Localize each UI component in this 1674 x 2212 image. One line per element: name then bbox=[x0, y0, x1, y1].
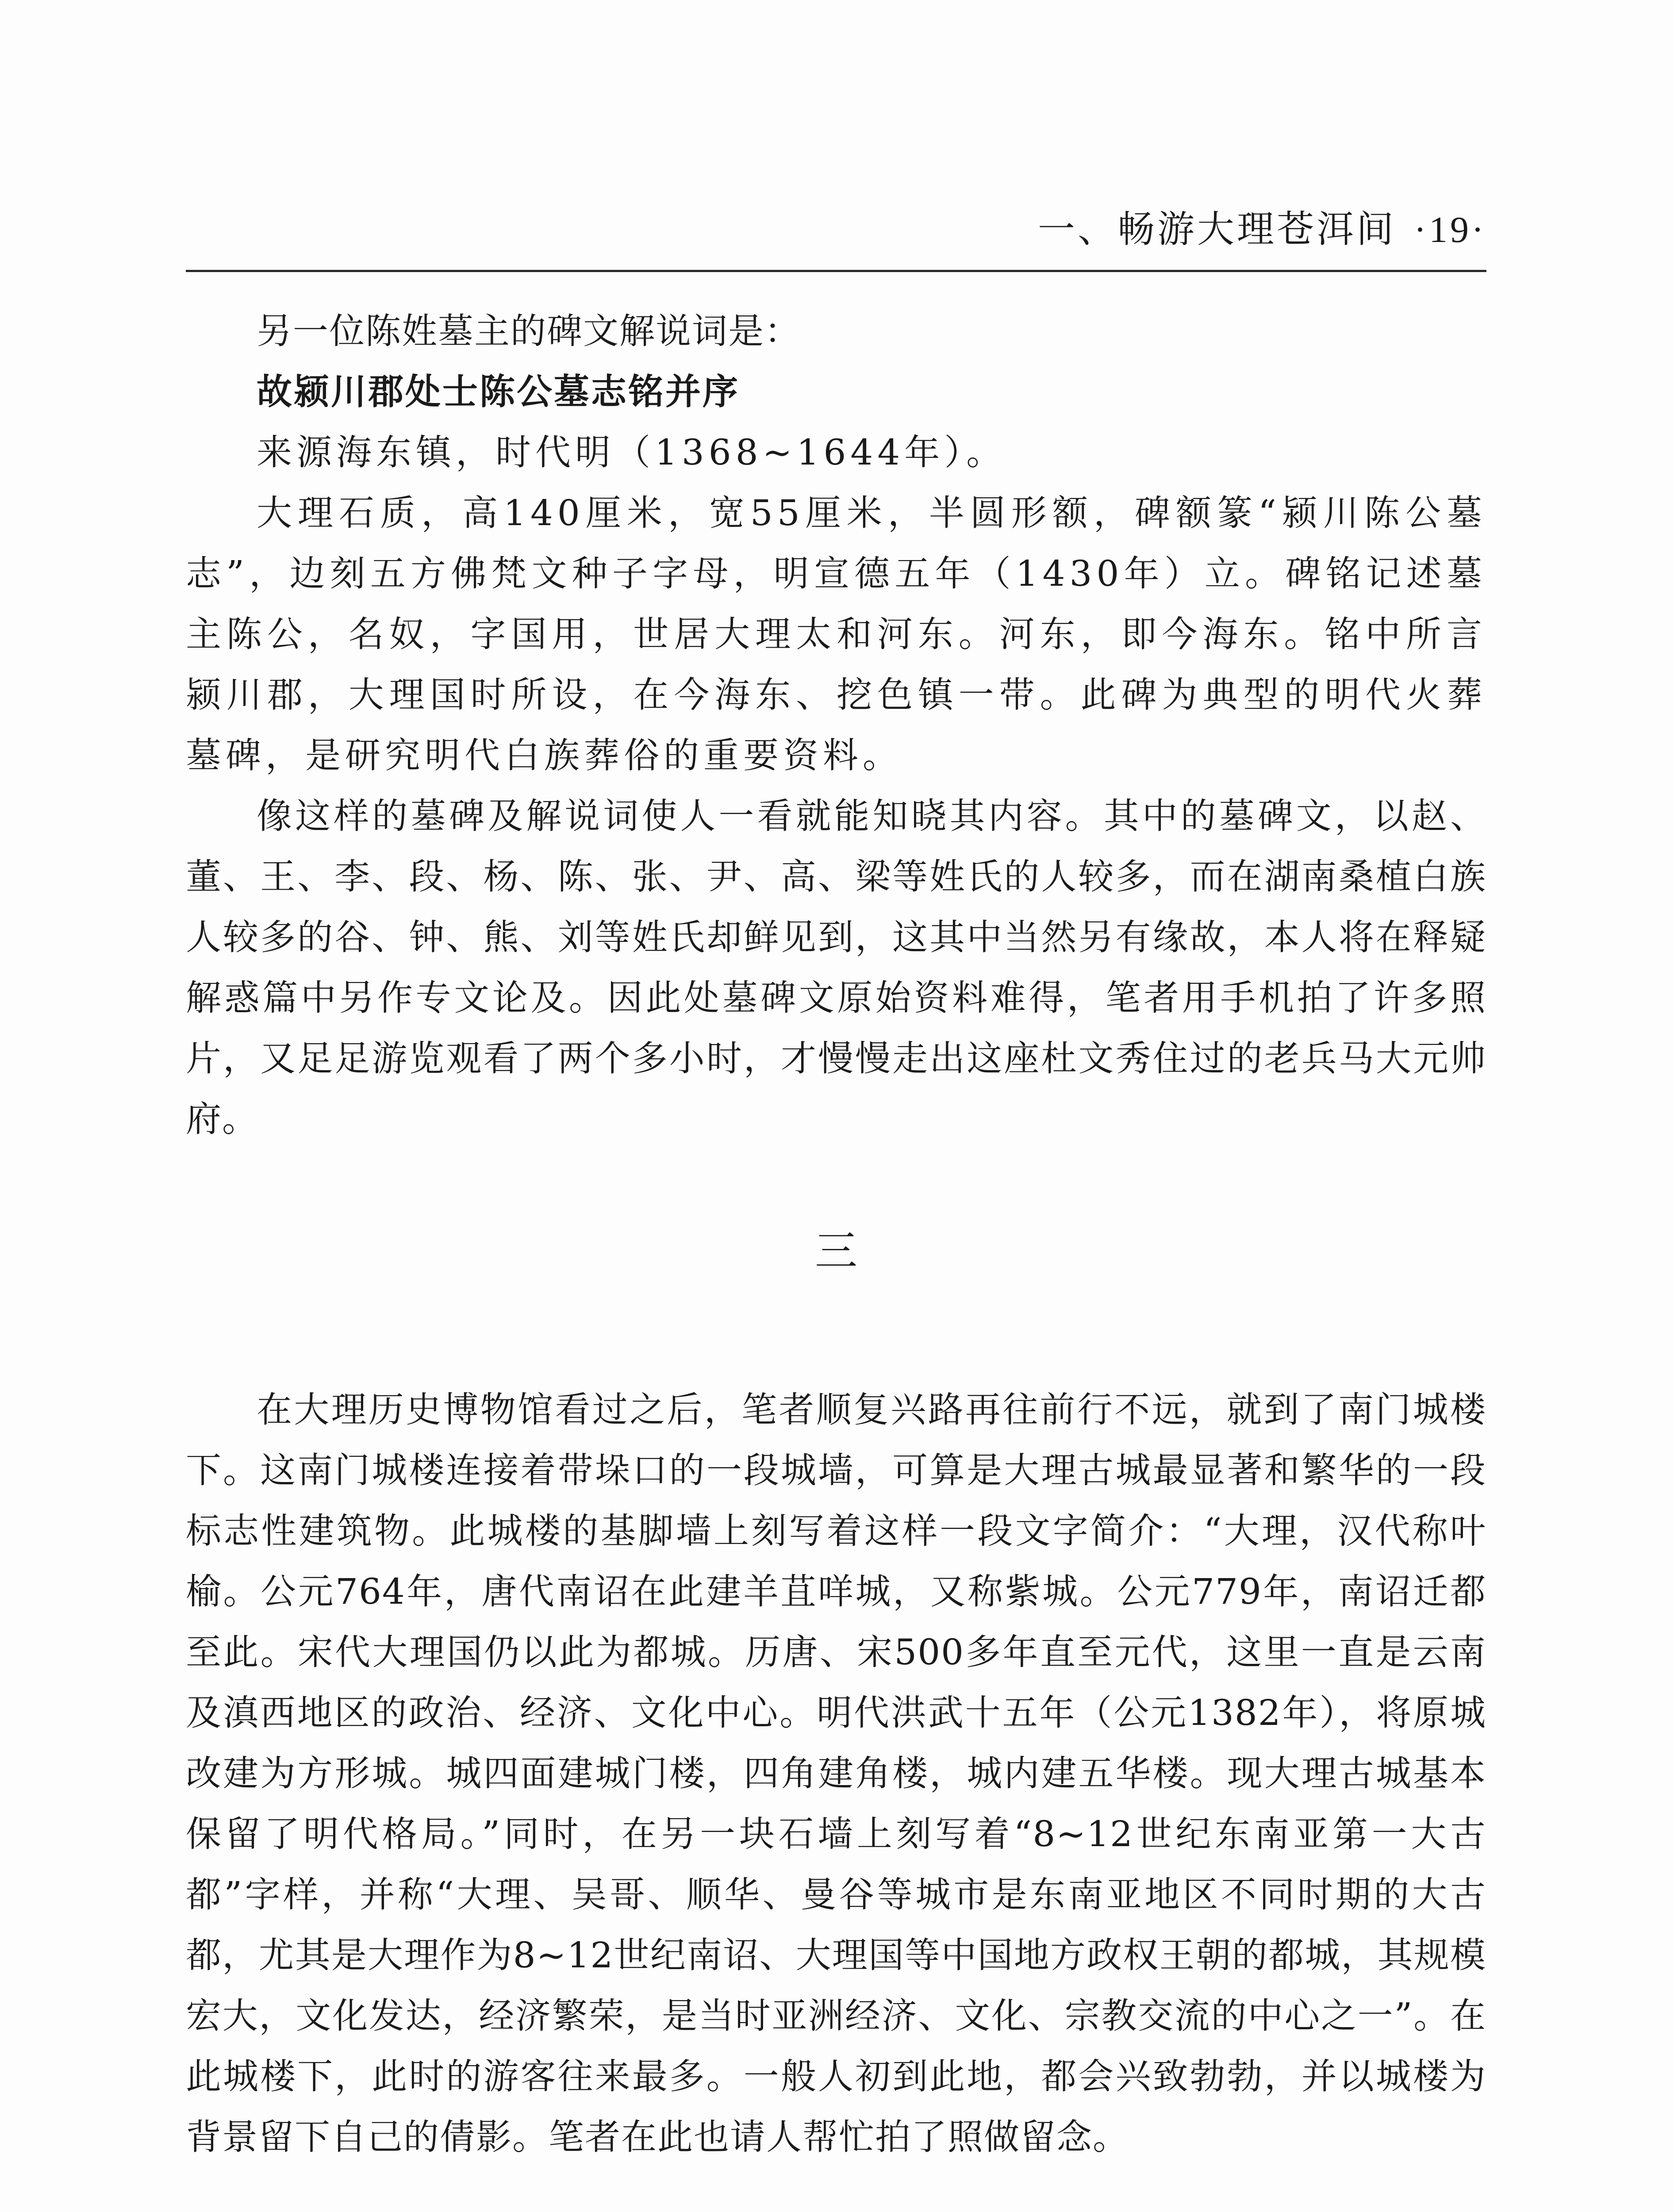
section-heading: 三 bbox=[815, 1226, 857, 1276]
running-title: 一、畅游大理苍洱间 bbox=[1038, 207, 1397, 251]
running-header-text bbox=[1038, 203, 1486, 257]
page-number: ·19· bbox=[1414, 209, 1486, 250]
paragraph-tomb-summary: 像这样的墓碑及解说词使人一看就能知晓其内容。其中的墓碑文，以赵、董、王、李、段、杨、陈、张、尹、高、梁等姓氏的人较多，而在湖南桑植白族人较多的谷、钟、熊、刘等姓氏却鲜见到，这其中当然另有缘故，本人将在释疑解惑篇中另作专文论及。因此处墓碑文原始资料难得，笔者用手机拍了许多照片，又足足游览观看了两个多小时，才慢慢走出这座杜文秀住过的老兵马大元帅府。 bbox=[186, 795, 1486, 1140]
inscription-description: 大理石质，高140厘米，宽55厘米，半圆形额，碑额篆“颍川陈公墓志”，边刻五方佛梵文种子字母，明宣德五年（1430年）立。碑铭记述墓主陈公，名奴，字国用，世居大理太和河东。河东，即今海东。铭中所言颍川郡，大理国时所设，在今海东、挖色镇一带。此碑为典型的明代火葬墓碑，是研究明代白族葬俗的重要资料。 bbox=[186, 492, 1486, 776]
page-body bbox=[186, 301, 1486, 2167]
paragraph-intro: 另一位陈姓墓主的碑文解说词是： bbox=[257, 311, 801, 352]
inscription-title: 故颍川郡处士陈公墓志铭并序 bbox=[257, 371, 740, 412]
running-header bbox=[186, 195, 1486, 272]
inscription-source: 来源海东镇，时代明（1368~1644年）。 bbox=[257, 432, 1006, 473]
paragraph-south-gate: 在大理历史博物馆看过之后，笔者顺复兴路再往前行不远，就到了南门城楼下。这南门城楼连接着带垛口的一段城墙，可算是大理古城最显著和繁华的一段标志性建筑物。此城楼的基脚墙上刻写着这样一段文字简介：“大理，汉代称叶榆。公元764年，唐代南诏在此建羊苴咩城，又称紫城。公元779年，南诏迁都至此。宋代大理国仍以此为都城。历唐、宋500多年直至元代，这里一直是云南及滇西地区的政治、经济、文化中心。明代洪武十五年（公元1382年），将原城改建为方形城。城四面建城门楼，四角建角楼，城内建五华楼。现大理古城基本保留了明代格局。”同时，在另一块石墙上刻写着“8~12世纪东南亚第一大古都”字样，并称“大理、吴哥、顺华、曼谷等城市是东南亚地区不同时期的大古都，尤其是大理作为8~12世纪南诏、大理国等中国地方政权王朝的都城，其规模宏大，文化发达，经济繁荣，是当时亚洲经济、文化、宗教交流的中心之一”。在此城楼下，此时的游客往来最多。一般人初到此地，都会兴致勃勃，并以城楼为背景留下自己的倩影。笔者在此也请人帮忙拍了照做留念。 bbox=[186, 1389, 1486, 2158]
